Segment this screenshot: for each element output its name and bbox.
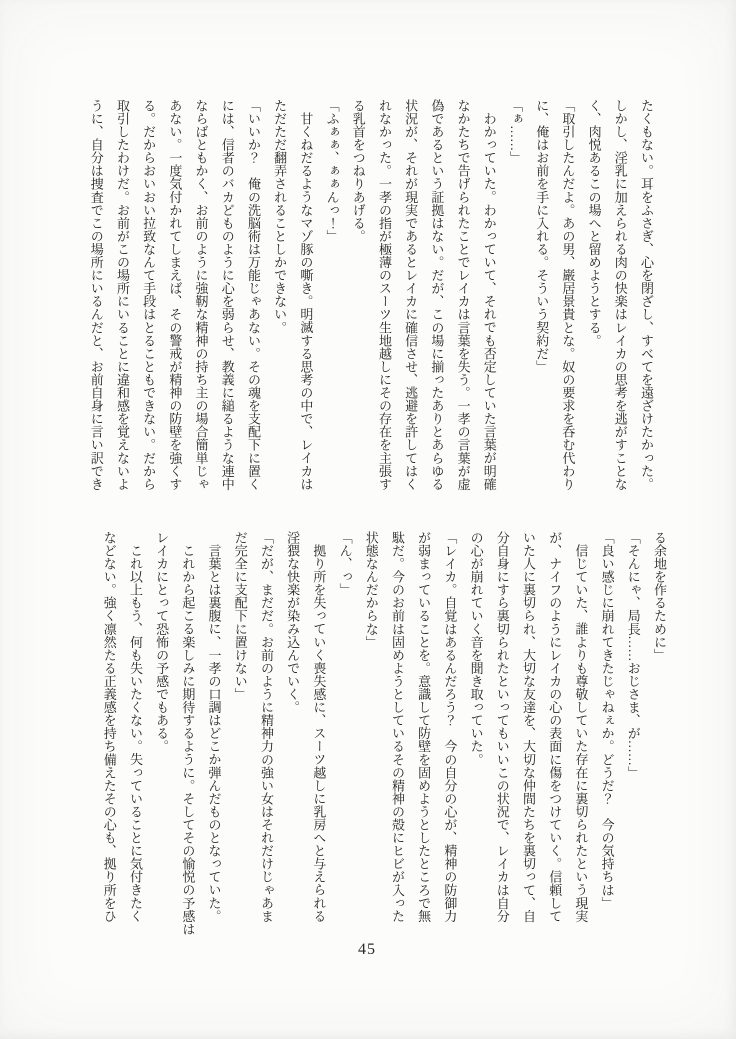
text-block-top [83,99,659,493]
text-block-bottom [96,531,672,936]
text-line: 駄だ。今のお前は固めようとしているその精神の殻にヒビが入った [389,531,405,923]
text-line: うに、自分は捜査でこの場所にいるんだと、お前自身に言い訳でき [88,99,104,491]
text-line: 淫猥な快楽が染み込んでいく。 [285,531,301,714]
text-line: あない。一度気付かれてしまえば、その警戒が精神の防壁を強くす [167,99,183,491]
text-line: が、ナイフのようにレイカの心の表面に傷をつけていく。信頼して [547,531,563,923]
text-line: 「ぁ……」 [507,99,523,165]
text-line: だ完全に支配下に置けない」 [232,531,248,701]
text-line: 分自身にすら裏切られたといってもいいこの状況で、レイカは自分 [494,531,510,923]
text-line: に、俺はお前を手に入れる。そういう契約だ」 [534,99,550,374]
text-line: 取引したわけだ。お前がこの場所にいることに違和感を覚えないよ [114,99,130,491]
text-line: なかたちで告げられたことでレイカは言葉を失う。一孝の言葉が虚 [455,99,471,491]
text-line: る余地を作るために」 [652,531,667,662]
text-line: の心が崩れていく音を聞き取っていた。 [468,531,484,766]
text-line: しかし、淫乳に加えられる肉の快楽はレイカの思考を逃がすことな [612,99,628,491]
text-line: 状態なんだからな」 [363,531,379,649]
text-line: 信じていた、誰よりも尊敬していた存在に裏切られたという現実 [573,544,589,923]
text-line: 「ん、っ」 [337,531,353,597]
text-line: わかっていた。わかっていて、それでも否定していた言葉が明確 [481,112,497,491]
text-line: る。だからおいおい拉致なんて手段はとることもできない。だから [141,99,157,491]
text-line: レイカにとって恐怖の予感でもある。 [154,531,170,753]
page-number: 45 [358,941,376,958]
text-line: 偽であるという証拠はない。だが、この場に揃ったありとあらゆる [429,99,445,491]
text-line: 状況が、それが現実であるとレイカに確信させ、逃避を許してはく [403,99,419,491]
text-line: る乳首をつねりあげる。 [350,99,366,243]
text-line: 甘くねだるようなマゾ豚の嘶き。明滅する思考の中で、レイカは [298,112,314,491]
text-line: 「だが、まだだ。お前のように精神力の強い女はそれだけじゃあま [258,531,274,923]
text-line: 「レイカ。自覚はあるんだろう？ 今の自分の心が、精神の防御力 [442,531,458,923]
text-line: たくもない。耳をふさぎ、心を閉ざし、すべてを遠ざけたかった。 [639,99,654,491]
text-line: などない。強く凛然たる正義感を持ち備えたその心も、拠り所をひ [101,531,117,923]
text-line: には、信者のバカどものように心を弱らせ、教義に縋るような連中 [219,99,235,491]
text-line: ならばともかく、お前のように強靭な精神の持ち主の場合簡単じゃ [193,99,209,491]
text-line: く、肉悦あるこの場へと留めようとする。 [586,99,602,347]
text-line: 「そんにゃ、局長……おじさま、が……」 [625,531,641,779]
text-line: いた人に裏切られ、大切な友達を、大切な仲間たちを裏切って、自 [520,531,536,923]
text-line: 「良い感じに崩れてきたじゃねぇか。どうだ？ 今の気持ちは」 [599,531,615,910]
text-line: 「ふぁぁ、ぁぁんっ！」 [324,99,340,243]
text-line: 言葉とは裏腹に、一孝の口調はどこか弾んだものとなっていた。 [206,544,222,923]
text-line: れなかった。一孝の指が極薄のスーツ生地越しにその存在を主張す [376,99,392,491]
text-line: ただただ翻弄されることしかできない。 [272,99,288,334]
text-line: これから起こる楽しみに期待するように。そしてその愉悦の予感は [180,544,196,936]
text-line: 拠り所を失っていく喪失感に、スーツ越しに乳房へと与えられる [311,544,327,923]
text-line: が弱まっていることを。意識して防壁を固めようとしたところで無 [416,531,432,923]
text-line: 「取引したんだよ。あの男、巌居景貴とな。奴の要求を呑む代わり [560,99,576,491]
text-line: これ以上もう、何も失いたくない。失っていることに気付きたく [127,544,143,923]
text-line: 「いいか？ 俺の洗脳術は万能じゃあない。その魂を支配下に置く [245,99,261,491]
